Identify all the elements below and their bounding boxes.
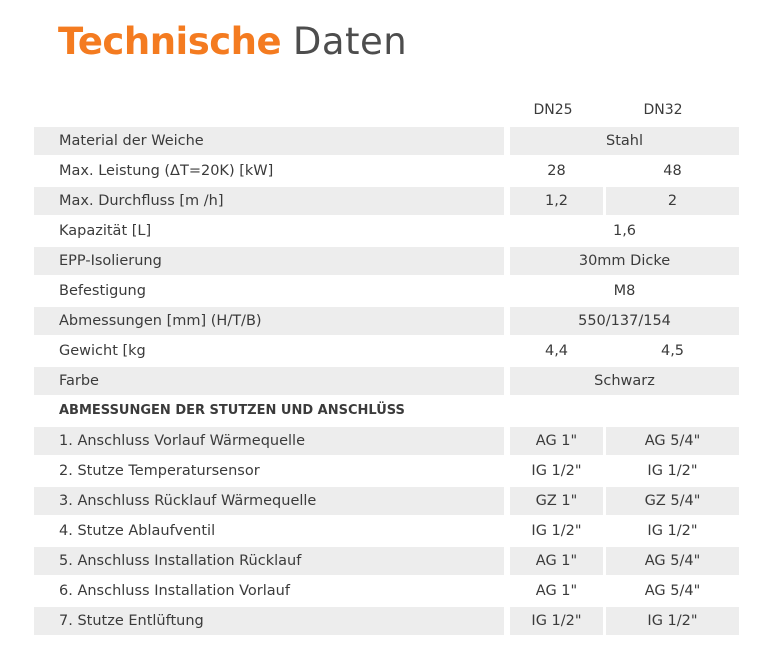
table-row <box>34 127 739 155</box>
row-label: EPP-Isolierung <box>34 247 504 275</box>
row-label: Kapazität [L] <box>59 223 152 239</box>
row-label: Abmessungen [mm] (H/T/B) <box>34 307 504 335</box>
row-value-merged: Stahl <box>510 127 739 155</box>
table-row <box>34 367 739 395</box>
row-value-dn25: 1,2 <box>510 187 603 215</box>
row-value-dn25: IG 1/2" <box>531 463 582 479</box>
row-value-dn25: GZ 1" <box>510 487 603 515</box>
row-value-dn32: GZ 5/4" <box>606 487 739 515</box>
row-label: Max. Durchfluss [m /h] <box>34 187 504 215</box>
row-value-merged: 1,6 <box>612 223 637 239</box>
table-row <box>34 157 739 185</box>
row-label: 1. Anschluss Vorlauf Wärmequelle <box>34 427 504 455</box>
row-label: Material der Weiche <box>34 127 504 155</box>
table-row <box>34 217 739 245</box>
row-value-dn25: AG 1" <box>535 583 578 599</box>
row-value-dn25: AG 1" <box>510 547 603 575</box>
table-row <box>34 247 739 275</box>
row-value-merged: Schwarz <box>510 367 739 395</box>
table-row <box>34 487 739 515</box>
page-title <box>58 18 407 66</box>
row-value-dn32: IG 1/2" <box>647 523 698 539</box>
row-value-merged: 30mm Dicke <box>510 247 739 275</box>
table-row <box>34 457 739 485</box>
row-value-dn32: IG 1/2" <box>606 607 739 635</box>
row-value-dn32: IG 1/2" <box>647 463 698 479</box>
table-row <box>34 577 739 605</box>
table-row <box>34 337 739 365</box>
row-value-dn32: AG 5/4" <box>606 547 739 575</box>
row-value-dn25: 28 <box>547 163 566 179</box>
row-label: 7. Stutze Entlüftung <box>34 607 504 635</box>
table-row <box>34 517 739 545</box>
column-header-dn32: DN32 <box>643 102 683 118</box>
row-value-dn32: 4,5 <box>660 343 685 359</box>
table-row <box>34 277 739 305</box>
row-label: 6. Anschluss Installation Vorlauf <box>59 583 290 599</box>
row-label: Gewicht [kg <box>59 343 146 359</box>
title-light: Daten <box>292 20 408 63</box>
row-value-dn25: IG 1/2" <box>531 523 582 539</box>
table-row <box>34 427 739 455</box>
row-value-merged: 550/137/154 <box>510 307 739 335</box>
row-value-dn32: AG 5/4" <box>606 427 739 455</box>
section-heading-row <box>34 397 739 425</box>
row-value-dn25: AG 1" <box>510 427 603 455</box>
row-label: Befestigung <box>59 283 146 299</box>
row-value-dn32: 2 <box>606 187 739 215</box>
section-heading: ABMESSUNGEN DER STUTZEN UND ANSCHLÜSS <box>59 403 405 418</box>
row-label: 4. Stutze Ablaufventil <box>59 523 216 539</box>
table-row <box>34 187 739 215</box>
row-value-merged: M8 <box>613 283 636 299</box>
row-value-dn25: IG 1/2" <box>510 607 603 635</box>
row-value-dn32: 48 <box>663 163 682 179</box>
row-label: 3. Anschluss Rücklauf Wärmequelle <box>34 487 504 515</box>
title-bold: Technische <box>58 20 282 63</box>
row-value-dn32: AG 5/4" <box>644 583 701 599</box>
row-label: Max. Leistung (ΔT=20K) [kW] <box>59 163 274 179</box>
row-value-dn25: 4,4 <box>544 343 569 359</box>
row-label: 5. Anschluss Installation Rücklauf <box>34 547 504 575</box>
table-row <box>34 307 739 335</box>
row-label: 2. Stutze Temperatursensor <box>59 463 260 479</box>
row-label: Farbe <box>34 367 504 395</box>
column-header-dn25: DN25 <box>533 102 573 118</box>
table-row <box>34 547 739 575</box>
table-row <box>34 607 739 635</box>
